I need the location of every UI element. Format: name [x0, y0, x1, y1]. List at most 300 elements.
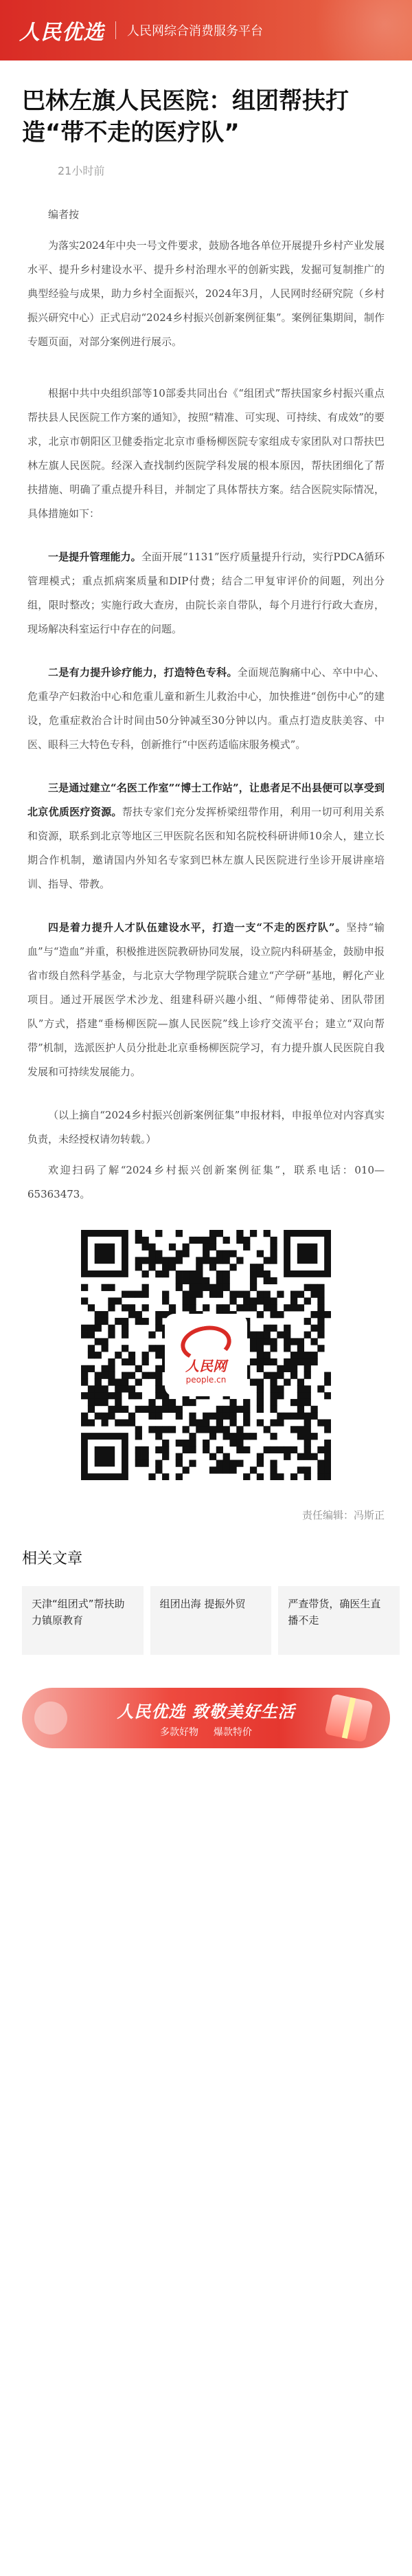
qr-module — [128, 1392, 135, 1399]
qr-module — [270, 1251, 277, 1257]
qr-module — [324, 1453, 331, 1460]
qr-module — [196, 1257, 203, 1264]
qr-module — [243, 1244, 250, 1251]
qr-module — [324, 1460, 331, 1466]
qr-module — [135, 1460, 142, 1466]
qr-module — [324, 1446, 331, 1453]
qr-module — [115, 1399, 122, 1406]
qr-module — [324, 1426, 331, 1433]
qr-module — [270, 1325, 277, 1332]
qr-module — [270, 1378, 277, 1385]
qr-module — [128, 1311, 135, 1318]
qr-module — [189, 1237, 196, 1244]
qr-module — [203, 1304, 209, 1311]
qr-module — [169, 1264, 176, 1270]
qr-logo-en: people.cn — [185, 1374, 227, 1385]
qr-module — [102, 1345, 108, 1352]
qr-module — [81, 1297, 88, 1304]
qr-module — [122, 1358, 128, 1365]
qr-module — [270, 1304, 277, 1311]
qr-module — [277, 1413, 284, 1420]
qr-module — [88, 1352, 95, 1358]
qr-module — [243, 1237, 250, 1244]
qr-module — [270, 1277, 277, 1284]
qr-module — [162, 1406, 169, 1413]
publish-time: 21小时前 — [58, 164, 105, 177]
qr-module — [183, 1297, 190, 1304]
qr-module — [148, 1251, 155, 1257]
qr-module — [135, 1264, 142, 1270]
editor-note: 为落实2024年中央一号文件要求，鼓励各地各单位开展提升乡村产业发展水平、提升乡村建设水平、提升乡村治理水平的创新实践，发掘可复制推广的典型经验与成果，助力乡村全面振兴，2024年3月，人民网时经研究院（乡村振兴研究中心）正式启动“2024乡村振兴创新案例征集”。案例征集期间，制作专题页面，对部分案例进行展示。 — [27, 239, 385, 348]
qr-module — [135, 1365, 142, 1372]
qr-module — [196, 1284, 203, 1291]
qr-module — [317, 1284, 324, 1291]
qr-module — [257, 1378, 264, 1385]
contact-info: 欢迎扫码了解“2024乡村振兴创新案例征集”，联系电话：010—65363473。 — [27, 1164, 385, 1200]
qr-module — [270, 1433, 277, 1440]
qr-module — [115, 1297, 122, 1304]
qr-module — [81, 1413, 88, 1420]
qr-module — [142, 1358, 149, 1365]
qr-module — [324, 1311, 331, 1318]
qr-module — [216, 1406, 223, 1413]
qr-module — [209, 1284, 216, 1291]
qr-module — [257, 1251, 264, 1257]
qr-module — [310, 1338, 317, 1345]
qr-module — [81, 1365, 88, 1372]
qr-logo-cn: 人民网 — [185, 1357, 227, 1374]
qr-module — [128, 1419, 135, 1426]
qr-module — [264, 1304, 271, 1311]
qr-module — [229, 1406, 236, 1413]
qr-module — [324, 1392, 331, 1399]
qr-module — [102, 1399, 108, 1406]
qr-module — [310, 1311, 317, 1318]
qr-module — [196, 1264, 203, 1270]
qr-module — [142, 1460, 149, 1466]
qr-module — [108, 1325, 115, 1332]
qr-module — [264, 1338, 271, 1345]
qr-module — [176, 1257, 183, 1264]
qr-module — [155, 1352, 162, 1358]
qr-module — [209, 1291, 216, 1298]
qr-module — [135, 1406, 142, 1413]
qr-module — [155, 1345, 162, 1352]
qr-module — [250, 1270, 257, 1277]
qr-module — [108, 1378, 115, 1385]
qr-module — [270, 1358, 277, 1365]
banner-sub: 爆款特价 — [214, 1726, 252, 1738]
qr-module — [95, 1325, 102, 1332]
qr-module — [317, 1473, 324, 1480]
qr-module — [189, 1291, 196, 1298]
qr-module — [297, 1399, 304, 1406]
qr-module — [162, 1473, 169, 1480]
brand-logo[interactable]: 人民优选 — [19, 21, 104, 45]
qr-module — [270, 1338, 277, 1345]
qr-module — [183, 1304, 190, 1311]
qr-module — [81, 1378, 88, 1385]
point-4 — [27, 916, 385, 1084]
qr-module — [270, 1372, 277, 1379]
qr-module — [142, 1318, 149, 1325]
qr-module — [304, 1284, 311, 1291]
qr-module — [128, 1413, 135, 1420]
qr-module — [304, 1466, 311, 1473]
qr-module — [196, 1426, 203, 1433]
qr-module — [183, 1251, 190, 1257]
qr-module — [236, 1406, 243, 1413]
qr-module — [148, 1372, 155, 1379]
qr-module — [88, 1419, 95, 1426]
qr-module — [270, 1257, 277, 1264]
qr-code[interactable] — [81, 1230, 331, 1480]
qr-module — [229, 1433, 236, 1440]
qr-module — [142, 1372, 149, 1379]
qr-module — [162, 1270, 169, 1277]
qr-module — [148, 1345, 155, 1352]
qr-module — [102, 1385, 108, 1392]
qr-module — [270, 1237, 277, 1244]
qr-module — [196, 1270, 203, 1277]
qr-module — [115, 1378, 122, 1385]
qr-module — [169, 1399, 176, 1406]
qr-module — [270, 1460, 277, 1466]
banner-sub: 多款好物 — [160, 1726, 198, 1738]
qr-module — [317, 1332, 324, 1339]
qr-module — [209, 1264, 216, 1270]
qr-module — [264, 1446, 271, 1453]
qr-module — [128, 1304, 135, 1311]
qr-module — [95, 1413, 102, 1420]
qr-module — [257, 1406, 264, 1413]
point-lead: 一是提升管理能力。 — [48, 551, 141, 563]
qr-module — [176, 1277, 183, 1284]
qr-module — [297, 1358, 304, 1365]
qr-module — [304, 1358, 311, 1365]
site-header — [0, 0, 412, 60]
qr-module — [142, 1237, 149, 1244]
qr-module — [135, 1378, 142, 1385]
qr-module — [243, 1304, 250, 1311]
qr-module — [290, 1413, 297, 1420]
qr-module — [304, 1392, 311, 1399]
qr-module — [81, 1284, 88, 1291]
qr-module — [128, 1385, 135, 1392]
qr-module — [169, 1304, 176, 1311]
qr-module — [290, 1338, 297, 1345]
qr-module — [264, 1325, 271, 1332]
qr-module — [95, 1372, 102, 1379]
qr-module — [95, 1352, 102, 1358]
qr-module — [290, 1446, 297, 1453]
qr-module — [250, 1345, 257, 1352]
qr-module — [216, 1446, 223, 1453]
qr-module — [88, 1406, 95, 1413]
qr-module — [277, 1385, 284, 1392]
qr-module — [142, 1446, 149, 1453]
qr-module — [304, 1365, 311, 1372]
qr-module — [257, 1399, 264, 1406]
qr-module — [284, 1365, 290, 1372]
qr-module — [209, 1257, 216, 1264]
qr-module — [135, 1257, 142, 1264]
qr-module — [95, 1378, 102, 1385]
qr-module — [88, 1392, 95, 1399]
qr-module — [155, 1251, 162, 1257]
qr-module — [223, 1251, 230, 1257]
qr-module — [142, 1453, 149, 1460]
qr-module — [128, 1352, 135, 1358]
qr-module — [216, 1466, 223, 1473]
qr-module — [155, 1372, 162, 1379]
qr-module — [257, 1352, 264, 1358]
qr-module — [304, 1399, 311, 1406]
qr-module — [243, 1291, 250, 1298]
qr-module — [203, 1244, 209, 1251]
related-article-card[interactable]: 严查带货，确医生直播不走 — [278, 1586, 400, 1655]
promo-banner[interactable] — [22, 1688, 390, 1748]
qr-module — [290, 1365, 297, 1372]
qr-module — [169, 1257, 176, 1264]
qr-module — [209, 1426, 216, 1433]
qr-module — [88, 1332, 95, 1339]
qr-module — [264, 1426, 271, 1433]
qr-module — [264, 1372, 271, 1379]
qr-module — [108, 1332, 115, 1339]
qr-module — [297, 1453, 304, 1460]
point-lead: 二是有力提升诊疗能力，打造特色专科。 — [48, 666, 238, 679]
article-body — [27, 203, 385, 1207]
qr-module — [310, 1284, 317, 1291]
qr-module — [250, 1332, 257, 1339]
qr-module — [250, 1378, 257, 1385]
qr-module — [297, 1433, 304, 1440]
qr-module — [88, 1345, 95, 1352]
qr-module — [183, 1426, 190, 1433]
qr-module — [257, 1291, 264, 1298]
point-text: 全面规范胸痛中心、卒中中心、危重孕产妇救治中心和危重儿童和新生儿救治中心，加快推进“创伤中心”的建设，危重症救治合计时间由50分钟减至30分钟以内。重点打造皮肤美容、中医、眼科三大特色专科，创新推行“中医药适临床服务模式”。 — [27, 666, 385, 751]
qr-module — [216, 1460, 223, 1466]
qr-module — [203, 1251, 209, 1257]
qr-module — [148, 1426, 155, 1433]
qr-module — [304, 1440, 311, 1446]
qr-module — [229, 1399, 236, 1406]
qr-module — [95, 1244, 115, 1264]
qr-module — [277, 1473, 284, 1480]
qr-module — [155, 1433, 162, 1440]
qr-module — [176, 1406, 183, 1413]
qr-module — [290, 1304, 297, 1311]
qr-module — [189, 1399, 196, 1406]
qr-module — [264, 1297, 271, 1304]
qr-module — [81, 1332, 88, 1339]
qr-module — [189, 1284, 196, 1291]
qr-module — [236, 1230, 243, 1237]
qr-module — [196, 1237, 203, 1244]
qr-module — [176, 1460, 183, 1466]
qr-module — [216, 1419, 223, 1426]
qr-module — [176, 1284, 183, 1291]
qr-module — [284, 1332, 290, 1339]
qr-module — [310, 1433, 317, 1440]
qr-module — [203, 1257, 209, 1264]
qr-module — [176, 1413, 183, 1420]
qr-module — [304, 1318, 311, 1325]
qr-module — [264, 1358, 271, 1365]
point-3 — [27, 776, 385, 896]
qr-module — [189, 1413, 196, 1420]
qr-module — [209, 1466, 216, 1473]
qr-module — [155, 1318, 162, 1325]
qr-module — [304, 1473, 311, 1480]
qr-module — [317, 1385, 324, 1392]
qr-module — [209, 1230, 216, 1237]
qr-module — [183, 1440, 190, 1446]
qr-module — [264, 1291, 271, 1298]
qr-module — [122, 1419, 128, 1426]
qr-module — [223, 1270, 230, 1277]
qr-module — [122, 1304, 128, 1311]
qr-module — [135, 1433, 142, 1440]
point-text: 坚持“输血”与“造血”并重，积极推进医院教研协同发展，设立院内科研基金，鼓励申报省市级自然科学基金，与北京大学物理学院联合建立“产学研”基地，孵化产业项目。通过开展医学术沙龙、组建科研兴趣小组、“师傅带徒弟、团队带团队”方式，搭建“垂杨柳医院—旗人民医院”线上诊疗交流平台；建立“双向帮带”机制，选派医护人员分批赴北京垂杨柳医院学习，有力提升旗人民医院自我发展和可持续发展能力。 — [27, 921, 385, 1078]
qr-module — [297, 1392, 304, 1399]
qr-module — [310, 1406, 317, 1413]
qr-module — [264, 1257, 271, 1264]
qr-module — [223, 1433, 230, 1440]
qr-module — [324, 1473, 331, 1480]
qr-module — [290, 1352, 297, 1358]
point-lead: 四是着力提升人才队伍建设水平，打造一支“不走的医疗队”。 — [48, 921, 347, 934]
qr-module — [304, 1426, 311, 1433]
article-title: 巴林左旗人民医院：组团帮扶打造“带不走的医疗队” — [22, 87, 349, 146]
qr-module — [155, 1311, 162, 1318]
qr-module — [135, 1392, 142, 1399]
qr-module — [189, 1270, 196, 1277]
qr-module — [203, 1413, 209, 1420]
qr-module — [257, 1453, 264, 1460]
qr-module — [162, 1291, 169, 1298]
qr-module — [95, 1446, 115, 1467]
qr-module — [223, 1237, 230, 1244]
qr-module — [209, 1453, 216, 1460]
qr-module — [169, 1426, 176, 1433]
qr-module — [257, 1311, 264, 1318]
qr-module — [155, 1460, 162, 1466]
qr-module — [162, 1399, 169, 1406]
qr-module — [277, 1446, 284, 1453]
qr-module — [297, 1406, 304, 1413]
qr-module — [108, 1413, 115, 1420]
qr-module — [108, 1284, 115, 1291]
qr-module — [176, 1453, 183, 1460]
qr-module — [243, 1419, 250, 1426]
qr-module — [142, 1291, 149, 1298]
qr-module — [236, 1433, 243, 1440]
qr-module — [317, 1325, 324, 1332]
qr-module — [310, 1453, 317, 1460]
qr-module — [203, 1446, 209, 1453]
qr-module — [317, 1460, 324, 1466]
qr-module — [128, 1372, 135, 1379]
qr-module — [183, 1291, 190, 1298]
qr-module — [257, 1345, 264, 1352]
qr-module — [304, 1352, 311, 1358]
qr-module — [304, 1433, 311, 1440]
header-divider — [115, 21, 116, 39]
qr-module — [122, 1325, 128, 1332]
related-article-card[interactable]: 组团出海 提振外贸 — [150, 1586, 272, 1655]
qr-module — [229, 1419, 236, 1426]
qr-module — [284, 1413, 290, 1420]
point-2 — [27, 661, 385, 757]
qr-module — [183, 1277, 190, 1284]
related-articles-title: 相关文章 — [22, 1550, 83, 1567]
qr-module — [95, 1311, 102, 1318]
qr-module — [183, 1399, 190, 1406]
qr-module — [216, 1257, 223, 1264]
qr-module — [304, 1453, 311, 1460]
qr-module — [162, 1453, 169, 1460]
qr-module — [284, 1304, 290, 1311]
qr-module — [284, 1358, 290, 1365]
qr-module — [297, 1291, 304, 1298]
qr-module — [95, 1392, 102, 1399]
qr-module — [297, 1413, 304, 1420]
qr-module — [102, 1338, 108, 1345]
qr-module — [270, 1466, 277, 1473]
qr-module — [196, 1277, 203, 1284]
qr-module — [223, 1284, 230, 1291]
qr-module — [189, 1419, 196, 1426]
qr-module — [122, 1372, 128, 1379]
qr-module — [122, 1318, 128, 1325]
qr-module — [290, 1358, 297, 1365]
qr-module — [135, 1318, 142, 1325]
qr-module — [155, 1466, 162, 1473]
qr-module — [88, 1304, 95, 1311]
qr-module — [324, 1372, 331, 1379]
qr-module — [216, 1270, 223, 1277]
qr-module — [216, 1284, 223, 1291]
qr-module — [257, 1460, 264, 1466]
article-paragraph: 根据中共中央组织部等10部委共同出台《“组团式”帮扶国家乡村振兴重点帮扶县人民医院工作方案的通知》，按照“精准、可实现、可持续、有成效”的要求，北京市朝阳区卫健委指定北京市垂杨柳医院专家组成专家团队对口帮扶巴林左旗人民医院。经深入查找制约医院学科发展的根本原因，帮扶团细化了帮扶措施、明确了重点提升科目，并制定了具体帮扶方案。结合医院实际情况，具体措施如下： — [27, 387, 385, 520]
qr-module — [128, 1358, 135, 1365]
qr-module — [135, 1446, 142, 1453]
qr-module — [135, 1230, 142, 1237]
qr-module — [250, 1297, 257, 1304]
qr-module — [223, 1277, 230, 1284]
qr-module — [209, 1237, 216, 1244]
qr-module — [162, 1264, 169, 1270]
qr-module — [95, 1385, 102, 1392]
qr-module — [142, 1406, 149, 1413]
qr-module — [264, 1270, 271, 1277]
qr-module — [297, 1378, 304, 1385]
related-article-card[interactable]: 天津“组团式”帮扶助力镇原教育 — [22, 1586, 144, 1655]
banner-subtitles — [160, 1725, 252, 1739]
qr-module — [297, 1345, 304, 1352]
qr-module — [270, 1399, 277, 1406]
qr-module — [142, 1270, 149, 1277]
qr-module — [162, 1257, 169, 1264]
qr-module — [81, 1392, 88, 1399]
qr-module — [243, 1446, 250, 1453]
qr-module — [264, 1230, 271, 1237]
qr-module — [270, 1244, 277, 1251]
qr-module — [297, 1304, 304, 1311]
qr-module — [122, 1332, 128, 1339]
